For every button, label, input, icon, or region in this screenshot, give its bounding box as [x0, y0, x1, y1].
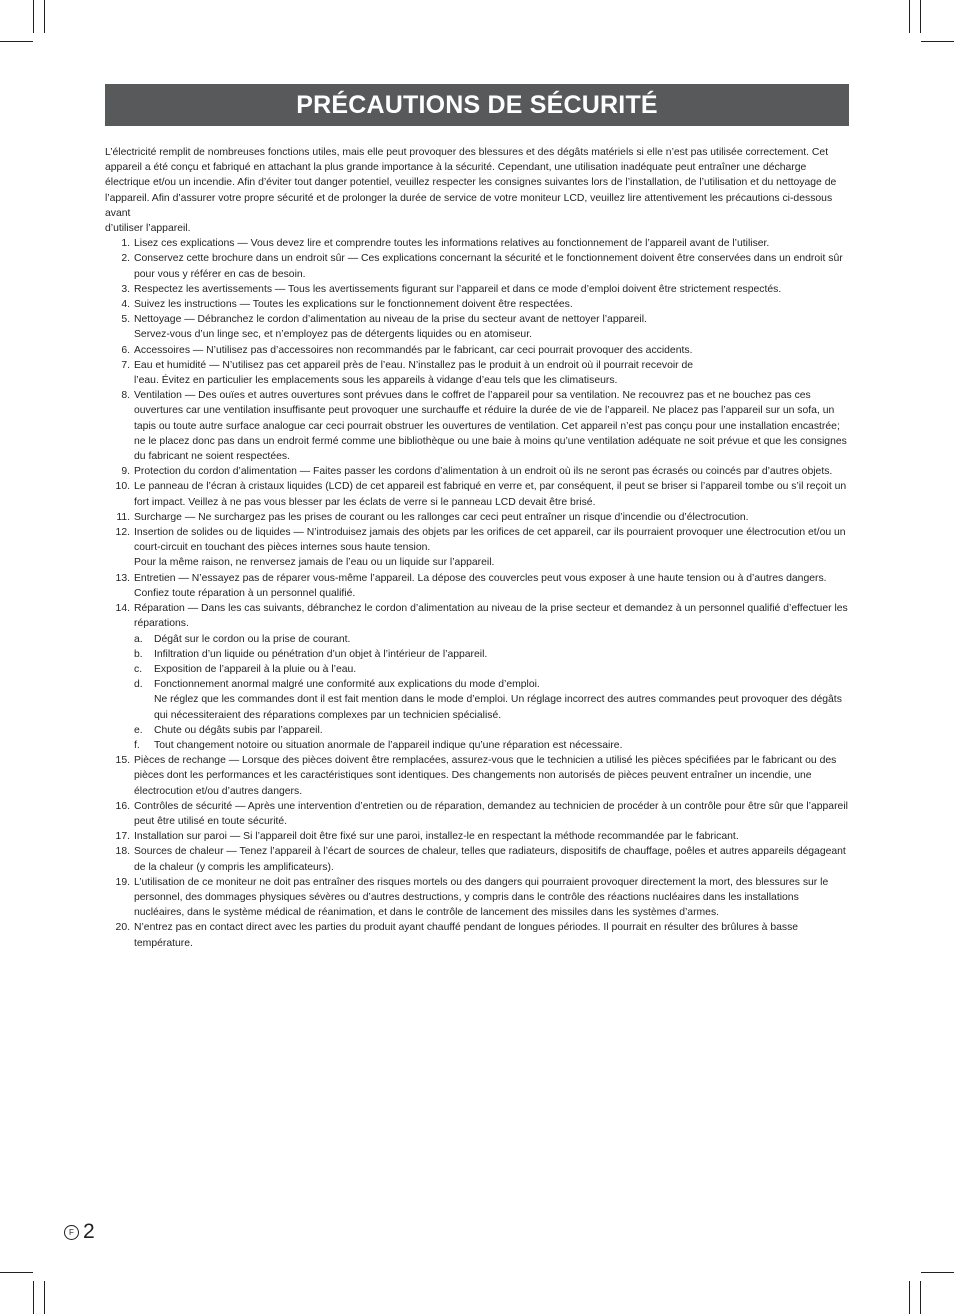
item-text: l’eau. Évitez en particulier les emplacements sous les appareils à vidange d’eau tels que les climatiseurs.: [134, 375, 618, 387]
list-item: [105, 525, 849, 571]
item-number: 3.: [121, 283, 130, 295]
item-text: Protection du cordon d’alimentation — Faites passer les cordons d’alimentation à un endroit où ils ne seront pas écrasés ou coincés par d’autres objets.: [134, 466, 833, 478]
item-text: Suivez les instructions — Toutes les explications sur le fonctionnement doivent être respectées.: [134, 299, 573, 311]
crop-mark: [0, 41, 33, 42]
item-number: 20.: [115, 922, 130, 934]
list-item: [105, 829, 849, 844]
precautions-list: [105, 236, 849, 951]
crop-mark: [33, 1281, 34, 1314]
item-number: 19.: [115, 876, 130, 888]
crop-mark: [33, 0, 34, 33]
crop-mark: [909, 1281, 910, 1314]
sub-list-item: [134, 677, 849, 723]
list-item: [105, 571, 849, 601]
item-text: Respectez les avertissements — Tous les avertissements figurant sur l’appareil et dans ce mode d’emploi doivent être strictement respectés.: [134, 283, 782, 295]
item-number: 18.: [115, 846, 130, 858]
sub-item-letter: c.: [134, 663, 143, 675]
crop-mark: [44, 1281, 45, 1314]
crop-mark: [909, 0, 910, 33]
list-item: [105, 601, 849, 753]
sub-item-text: Infiltration d’un liquide ou pénétration d’un objet à l’intérieur de l’appareil.: [154, 648, 488, 660]
sub-item-text: Ne réglez que les commandes dont il est fait mention dans le mode d’emploi. Un réglage incorrect des autres commandes peut provoquer des dégâts qui nécessiteraient des réparations complexes par un technicien spécialisé.: [154, 694, 842, 721]
list-item: [105, 388, 849, 464]
crop-mark: [920, 0, 921, 33]
item-text: Nettoyage — Débranchez le cordon d’alimentation au niveau de la prise du secteur avant de nettoyer l’appareil.: [134, 314, 647, 326]
item-text: Réparation — Dans les cas suivants, débranchez le cordon d’alimentation au niveau de la prise secteur et demandez à un personnel qualifié d’effectuer les réparations.: [134, 603, 848, 630]
item-number: 5.: [121, 314, 130, 326]
item-number: 14.: [115, 603, 130, 615]
list-item: [105, 236, 849, 251]
item-text: Installation sur paroi — Si l’appareil doit être fixé sur une paroi, installez-le en respectant la méthode recommandée par le fabricant.: [134, 831, 739, 843]
item-number: 2.: [121, 253, 130, 265]
crop-mark: [0, 1272, 33, 1273]
sub-item-text: Dégât sur le cordon ou la prise de courant.: [154, 633, 351, 645]
item-number: 13.: [115, 572, 130, 584]
item-number: 8.: [121, 390, 130, 402]
sub-item-letter: b.: [134, 648, 143, 660]
item-text: Servez-vous d’un linge sec, et n’employez pas de détergents liquides ou en atomiseur.: [134, 329, 532, 341]
item-number: 6.: [121, 344, 130, 356]
item-text: Le panneau de l’écran à cristaux liquides (LCD) de cet appareil est fabriqué en verre et, par conséquent, il peut se briser si l’appareil tombe ou s’il reçoit un fort impact. Veillez à ne pas vous blesser par les éclats de verre si le panneau LCD devait être brisé.: [134, 481, 847, 508]
list-item: [105, 479, 849, 509]
sub-item-letter: a.: [134, 633, 143, 645]
item-number: 4.: [121, 299, 130, 311]
list-item: [105, 799, 849, 829]
list-item: [105, 358, 849, 388]
list-item: [105, 844, 849, 874]
item-text: Conservez cette brochure dans un endroit sûr — Ces explications concernant la sécurité et le fonctionnement doivent être conservées dans un endroit sûr pour vous y référer en cas de besoin.: [134, 253, 843, 280]
sub-item-text: Fonctionnement anormal malgré une conformité aux explications du mode d’emploi.: [154, 679, 540, 691]
sub-item-letter: d.: [134, 679, 143, 691]
item-text: Insertion de solides ou de liquides — N’introduisez jamais des objets par les orifices de cet appareil, car ils pourraient provoquer une électrocution et/ou un court-circuit en touchant des pièces internes sous haute tension.: [134, 527, 846, 554]
page-number: 2: [83, 1220, 95, 1243]
item-text: Eau et humidité — N’utilisez pas cet appareil près de l’eau. N’installez pas le produit à un endroit où il pourrait recevoir de: [134, 359, 694, 371]
item-text: Entretien — N’essayez pas de réparer vous-même l’appareil. La dépose des couvercles peut vous exposer à une haute tension ou à d’autres dangers. Confiez toute réparation à un personnel qualifié.: [134, 572, 827, 599]
item-number: 16.: [115, 800, 130, 812]
language-mark: F: [64, 1225, 79, 1240]
sub-list: [134, 632, 849, 754]
item-text: Ventilation — Des ouïes et autres ouvertures sont prévues dans le coffret de l’appareil pour sa ventilation. Ne recouvrez pas et ne bouchez pas ces ouvertures car une ventilation insuffisante peut provoquer une surchauffe et réduire la durée de vie de l’appareil. Ne placez pas l’appareil sur un sofa, un tapis ou toute autre surface analogue car ceci pourrait obstruer les ouvertures de ventilation. Cet appareil n’est pas conçu pour une installation encastrée; ne le placez donc pas dans un endroit fermé comme une bibliothèque ou une baie à moins qu’une ventilation adéquate ne soit prévue et que les consignes du fabricant ne soient respectées.: [134, 390, 847, 463]
list-item: [105, 920, 849, 950]
list-item: [105, 510, 849, 525]
crop-mark: [44, 0, 45, 33]
sub-list-item: [134, 647, 849, 662]
item-text: Sources de chaleur — Tenez l’appareil à l’écart de sources de chaleur, telles que radiateurs, dispositifs de chauffage, poêles et autres appareils dégageant de la chaleur (y compris les amplificateurs).: [134, 846, 846, 873]
item-number: 12.: [115, 527, 130, 539]
item-text: N’entrez pas en contact direct avec les parties du produit ayant chauffé pendant de longues périodes. Il pourrait en résulter des brûlures à basse température.: [134, 922, 799, 949]
item-text: L’utilisation de ce moniteur ne doit pas entraîner des risques mortels ou des dangers qui pourraient provoquer directement la mort, des blessures sur le personnel, des dommages physiques sévères ou d’autres destructions, y compris dans le contrôle des réactions nucléaires dans les installations nucléaires, dans le système médical de réanimation, et dans le contrôle de lancement des missiles dans les systèmes d’armes.: [134, 876, 829, 919]
sub-item-letter: e.: [134, 724, 143, 736]
sub-item-text: Chute ou dégâts subis par l’appareil.: [154, 724, 323, 736]
item-number: 1.: [121, 238, 130, 250]
crop-mark: [920, 1281, 921, 1314]
sub-list-item: [134, 662, 849, 677]
item-text: Contrôles de sécurité — Après une intervention d’entretien ou de réparation, demandez au technicien de procéder à un contrôle pour être sûr que l’appareil peut être utilisé en toute sécurité.: [134, 800, 848, 827]
list-item: [105, 753, 849, 799]
item-number: 9.: [121, 466, 130, 478]
sub-list-item: [134, 632, 849, 647]
sub-item-text: Tout changement notoire ou situation anormale de l’appareil indique qu’une réparation est nécessaire.: [154, 739, 623, 751]
item-text: Pour la même raison, ne renversez jamais de l’eau ou un liquide sur l’appareil.: [134, 557, 495, 569]
sub-list-item: [134, 723, 849, 738]
title-bar: [105, 84, 849, 126]
item-text: Accessoires — N’utilisez pas d’accessoires non recommandés par le fabricant, car ceci pourrait provoquer des accidents.: [134, 344, 693, 356]
item-number: 15.: [115, 755, 130, 767]
crop-mark: [921, 1272, 954, 1273]
item-text: Surcharge — Ne surchargez pas les prises de courant ou les rallonges car ceci peut entraîner un risque d’incendie ou d’électrocution.: [134, 511, 749, 523]
sub-item-text: Exposition de l’appareil à la pluie ou à l’eau.: [154, 663, 357, 675]
list-item: [105, 251, 849, 281]
item-number: 11.: [116, 511, 130, 523]
item-number: 10.: [115, 481, 130, 493]
intro-text: L’électricité remplit de nombreuses fonctions utiles, mais elle peut provoquer des blessures et des dégâts matériels si elle n’est pas utilisée correctement. Cet appareil a été conçu et fabriqué en attachant la plus grande importance à la sécurité. Cependant, une utilisation inadéquate peut entraîner une décharge électrique et/ou un incendie. Afin d’éviter tout danger potentiel, veuillez respecter les consignes suivantes lors de l’installation, de l’utilisation et du nettoyage de l’appareil. Afin d’assurer votre propre sécurité et de prolonger la durée de service de votre moniteur LCD, veuillez lire attentivement les précautions ci-dessous avant: [105, 147, 837, 219]
crop-mark: [921, 41, 954, 42]
list-item: [105, 282, 849, 297]
item-text: Lisez ces explications — Vous devez lire et comprendre toutes les informations relatives au fonctionnement de l’appareil avant de l’utiliser.: [134, 238, 770, 250]
list-item: [105, 464, 849, 479]
item-number: 7.: [121, 359, 130, 371]
item-number: 17.: [115, 831, 130, 843]
page-footer: [64, 1220, 95, 1244]
safety-content: [105, 145, 849, 951]
intro-paragraph: [105, 145, 849, 236]
page-title: PRÉCAUTIONS DE SÉCURITÉ: [296, 90, 658, 119]
list-item: [105, 297, 849, 312]
list-item: [105, 875, 849, 921]
intro-text: d’utiliser l’appareil.: [105, 223, 191, 235]
sub-list-item: [134, 738, 849, 753]
list-item: [105, 312, 849, 342]
item-text: Pièces de rechange — Lorsque des pièces doivent être remplacées, assurez-vous que le technicien a utilisé les pièces spécifiées par le fabricant ou des pièces dont les performances et les caractéristiques sont identiques. Des changements non autorisés de pièces peuvent entraîner un incendie, une électrocution et/ou d’autres dangers.: [134, 755, 837, 797]
sub-item-letter: f.: [134, 739, 140, 751]
list-item: [105, 343, 849, 358]
